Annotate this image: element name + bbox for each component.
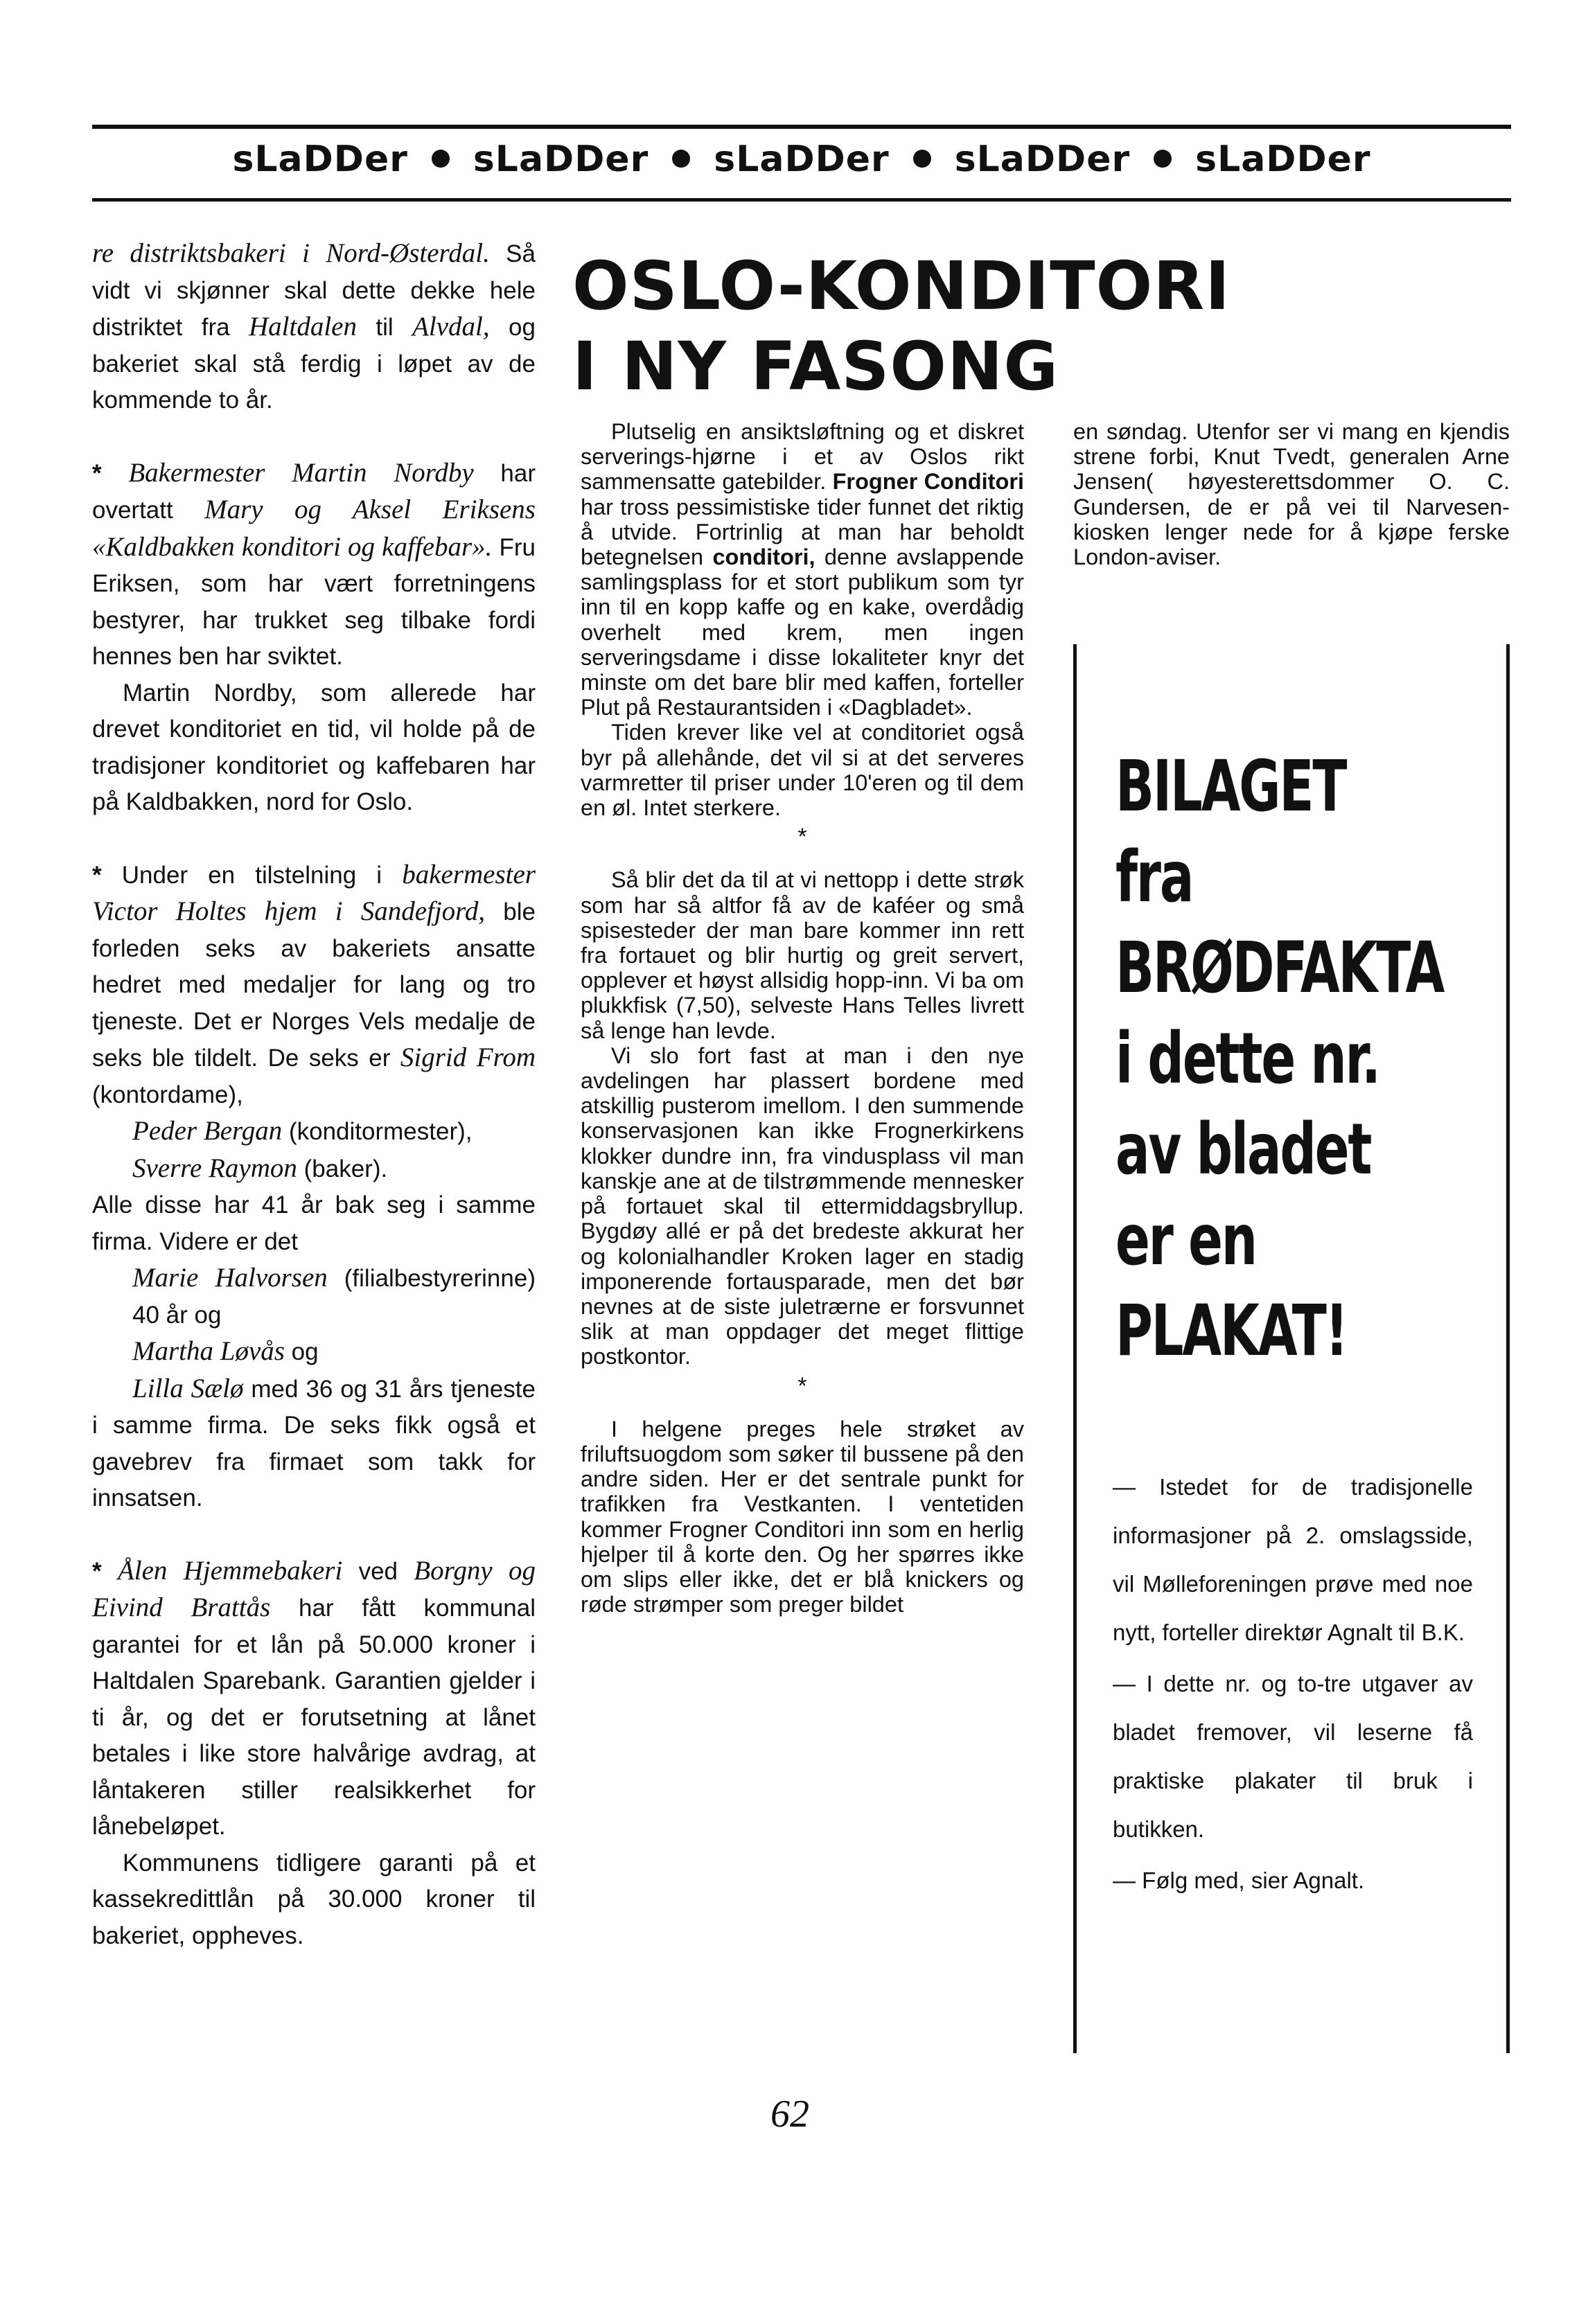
left-column — [92, 236, 536, 1954]
article-paragraph: Tiden krever like vel at conditoriet også byr på allehånde, det vil si at det serveres varmretter til priser under 10'eren og til dem en øl. Intet sterkere. — [581, 720, 1024, 821]
poster-note: — Istedet for de tradisjonelle informasjoner på 2. omslagsside, vil Mølleforeningen prøve med noe nytt, forteller direktør Agnalt til B.K. — [1113, 1474, 1473, 1645]
poster-headline: BILAGET fra BRØDFAKTA i dette nr. av bladet er en PLAKAT! — [1115, 745, 1444, 1372]
bullet-dot-icon — [913, 150, 931, 168]
article-paragraph: en søndag. Utenfor ser vi mang en kjendis strene forbi, Knut Tvedt, generalen Arne Jensen( høyesterettsdommer O. C. Gundersen, de er på vei til Narvesen-kiosken lenger nede for å kjøpe ferske London-aviser. — [1073, 419, 1510, 570]
article-body — [581, 419, 1024, 1617]
news-item: re distriktsbakeri i Nord-Østerdal. Så vidt vi skjønner skal dette dekke hele distriktet fra Haltdalen til Alvdal, og bakeriet skal stå ferdig i løpet av de kommende to år. — [92, 238, 536, 414]
page-number: 62 — [770, 2093, 809, 2136]
article-paragraph: Plutselig en ansiktsløftning og et diskret serverings-hjørne i et av Oslos rikt sammensatte gatebilder. Frogner Conditori har tross pessimistiske tider funnet det riktig å utvide. Fortrinlig at man har beholdt betegnelsen conditori, denne avslappende samlingsplass for et stort publikum som tyr inn til en kopp kaffe og en kake, overdådig overhelt med krem, men ingen serveringsdame i disse lokaliteter knyr det minste om det bare blir med kaffen, forteller Plut på Restaurantsiden i «Dagbladet». — [581, 419, 1024, 720]
header-word: sLaDDer — [714, 139, 890, 180]
article-paragraph: Vi slo fort fast at man i den nye avdelingen har plassert bordene med atskillig pusterom imellom. I den summende konservasjonen kan ikke Frognerkirkens klokker dundre inn, fra vindusplass vil man kanskje ane at de tilstrømmende mennesker på fortauet skal til ettermiddagsbryllup. Bygdøy allé er på det bredeste akkurat her og kolonialhandler Kroken lager en stadig imponerende fortausparade, men det bør nevnes at de siste juletrærne er forsvunnet slik at man oppdager det meget flittige postkontor. — [581, 1043, 1024, 1369]
news-item-continued: Kommunens tidligere garanti på et kassekredittlån på 30.000 kroner til bakeriet, oppheves. — [92, 1849, 536, 1949]
bullet-dot-icon — [672, 150, 690, 168]
bullet-dot-icon — [432, 150, 450, 168]
asterisk-icon: * — [92, 1557, 102, 1585]
section-header — [92, 139, 1511, 180]
article-paragraph: I helgene preges hele strøket av friluftsuogdom som søker til bussene på den andre siden. Her er det sentrale punkt for trafikken fra Vestkanten. I ventetiden kommer Frogner Conditori inn som en herlig hjelper til å korte den. Og her spørres ikke om slips eller ikke, det er blå knickers og røde strømper som preger bildet — [581, 1416, 1024, 1617]
poster-announcement-box — [1073, 644, 1510, 2053]
news-item: * Under en tilstelning i bakermester Victor Holtes hjem i Sandefjord, ble forleden seks av bakeriets ansatte hedret med medaljer for lang og tro tjeneste. Det er Norges Vels medalje de seks ble tildelt. De seks er Sigrid From (kontordame), — [92, 859, 536, 1108]
news-text: Alle disse har 41 år bak seg i samme firma. Videre er det — [92, 1191, 536, 1255]
news-item: * Ålen Hjemmebakeri ved Borgny og Eivind Brattås har fått kommunal garantei for et lån på 50.000 kroner i Haltdalen Sparebank. Garantien gjelder i ti år, og det er forutsetning at lånet betales i like store halvårige avdrag, at låntakeren stiller realsikkerhet for lånebeløpet. — [92, 1555, 536, 1840]
section-separator: * — [797, 1372, 807, 1399]
header-word: sLaDDer — [473, 139, 649, 180]
honoree-line: Sverre Raymon (baker). — [132, 1153, 388, 1183]
honoree-line: Martha Løvås og — [132, 1336, 319, 1366]
honoree-line: Peder Bergan (konditormester), — [132, 1116, 473, 1146]
honoree-line: Lilla Sælø med 36 og 31 års tjeneste i samme firma. De seks fikk også et gavebrev fra firmaet som takk for innsatsen. — [92, 1373, 536, 1511]
header-word: sLaDDer — [1195, 139, 1371, 180]
poster-notes — [1113, 1463, 1473, 1908]
header-top-rule — [92, 125, 1511, 129]
section-separator: * — [797, 824, 807, 851]
article-continuation — [1073, 419, 1510, 569]
news-item-continued: Martin Nordby, som allerede har drevet konditoriet en tid, vil holde på de tradisjoner konditoriet og kaffebaren har på Kaldbakken, nord for Oslo. — [92, 679, 536, 815]
article-title: OSLO-KONDITORI I NY FASONG — [572, 247, 1230, 405]
news-item: * Bakermester Martin Nordby har overtatt Mary og Aksel Eriksens «Kaldbakken konditori og kaffebar». Fru Eriksen, som har vært forretningens bestyrer, har trukket seg tilbake fordi hennes ben har sviktet. — [92, 457, 536, 670]
honoree-line: Marie Halvorsen (filialbestyrerinne) 40 år og — [132, 1263, 536, 1329]
asterisk-icon: * — [92, 861, 102, 889]
bullet-dot-icon — [1154, 150, 1172, 168]
poster-note: — Følg med, sier Agnalt. — [1113, 1868, 1365, 1893]
header-bottom-rule — [92, 198, 1511, 202]
header-word: sLaDDer — [232, 139, 408, 180]
asterisk-icon: * — [92, 459, 102, 487]
header-word: sLaDDer — [954, 139, 1131, 180]
article-paragraph: Så blir det da til at vi nettopp i dette strøk som har så altfor få av de kaféer og små spisesteder der man bare kommer inn rett fra fortauet og blir hurtig og greit servert, opplever et høyst allsidig hopp-inn. Vi ba om plukkfisk (7,50), selveste Hans Telles livrett så lenge han levde. — [581, 867, 1024, 1043]
poster-note: — I dette nr. og to-tre utgaver av bladet fremover, vil leserne få praktiske plakater til bruk i butikken. — [1113, 1671, 1473, 1842]
